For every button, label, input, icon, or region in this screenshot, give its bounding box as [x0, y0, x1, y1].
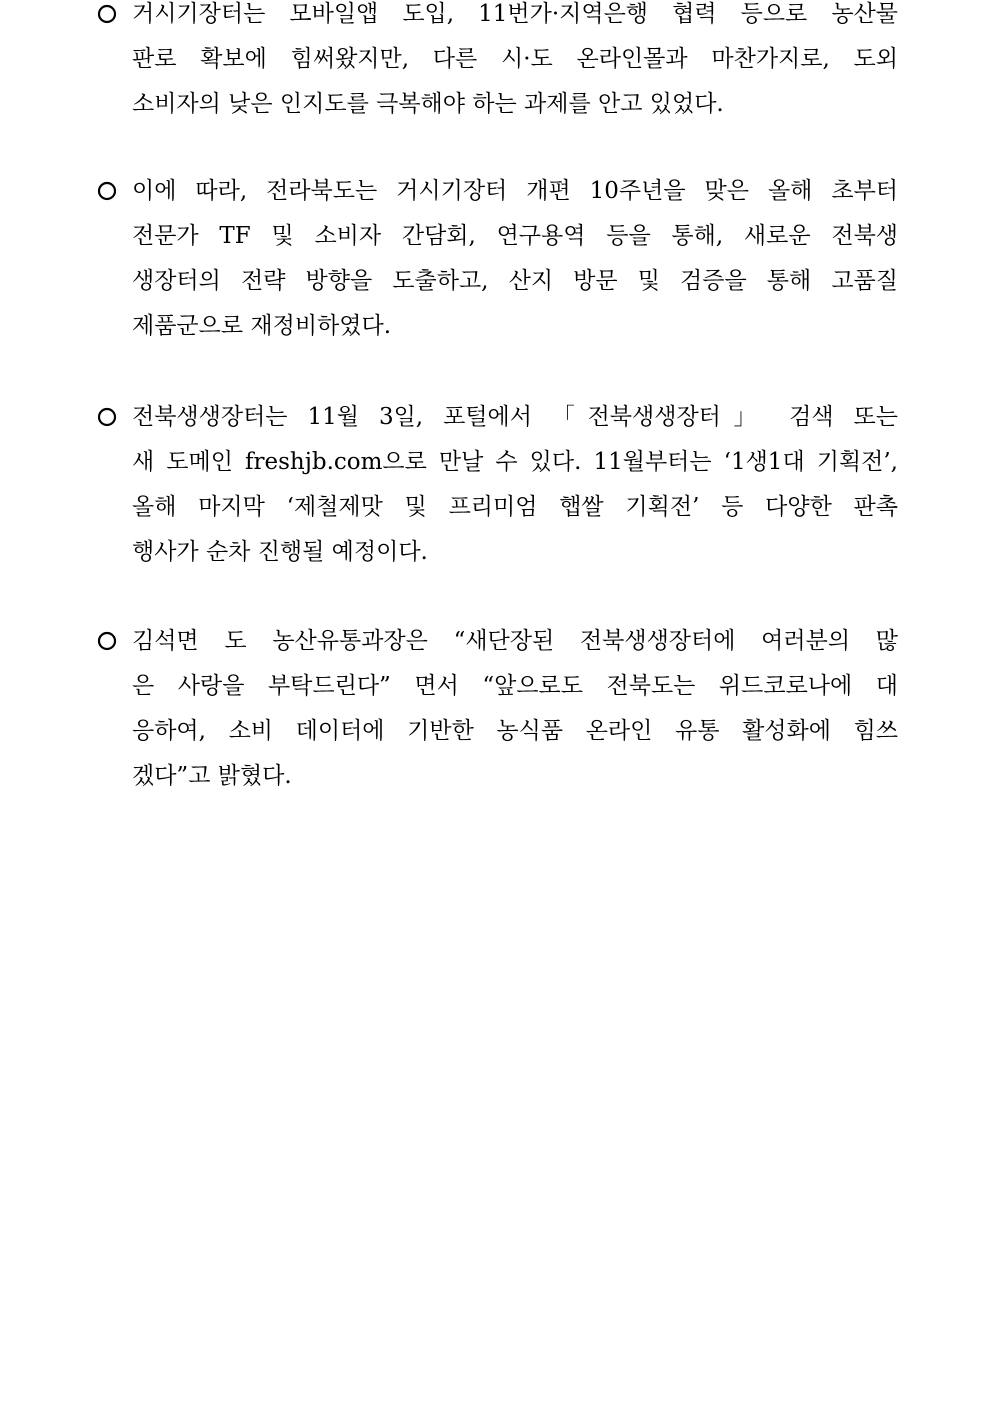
paragraph-line: 소비자의 낮은 인지도를 극복해야 하는 과제를 안고 있었다.: [132, 91, 724, 117]
paragraph-line: 응하여, 소비 데이터에 기반한 농식품 온라인 유통 활성화에 힘쓰: [132, 718, 898, 744]
hollow-circle-bullet-icon: [96, 0, 118, 31]
hollow-circle-bullet-icon: [96, 624, 118, 658]
paragraph-line: 전북생생장터는 11월 3일, 포털에서 「전북생생장터」 검색 또는: [132, 404, 898, 430]
hollow-circle-bullet-icon: [96, 174, 118, 208]
paragraph-line: 전문가 TF 및 소비자 간담회, 연구용역 등을 통해, 새로운 전북생: [132, 223, 898, 249]
paragraph-line: 김석면 도 농산유통과장은 “새단장된 전북생생장터에 여러분의 많: [132, 628, 898, 654]
paragraph-line: 제품군으로 재정비하였다.: [132, 313, 392, 339]
paragraph-line: 행사가 순차 진행될 예정이다.: [132, 539, 428, 565]
paragraph-line: 올해 마지막 ‘제철제맛 및 프리미엄 햅쌀 기획전’ 등 다양한 판촉: [132, 494, 898, 520]
paragraph-line: 은 사랑을 부탁드린다” 면서 “앞으로도 전북도는 위드코로나에 대: [132, 673, 898, 699]
hollow-circle-bullet-icon: [96, 400, 118, 434]
paragraph-line: 판로 확보에 힘써왔지만, 다른 시·도 온라인몰과 마찬가지로, 도외: [132, 46, 898, 72]
paragraph-line: 이에 따라, 전라북도는 거시기장터 개편 10주년을 맞은 올해 초부터: [132, 178, 898, 204]
paragraph-line: 생장터의 전략 방향을 도출하고, 산지 방문 및 검증을 통해 고품질: [132, 268, 898, 294]
paragraph-line: 거시기장터는 모바일앱 도입, 11번가·지역은행 협력 등으로 농산물: [132, 1, 898, 27]
paragraph-line: 새 도메인 freshjb.com으로 만날 수 있다. 11월부터는 ‘1생1대 기획전’,: [132, 449, 898, 475]
paragraph-line: 겠다”고 밝혔다.: [132, 763, 292, 789]
